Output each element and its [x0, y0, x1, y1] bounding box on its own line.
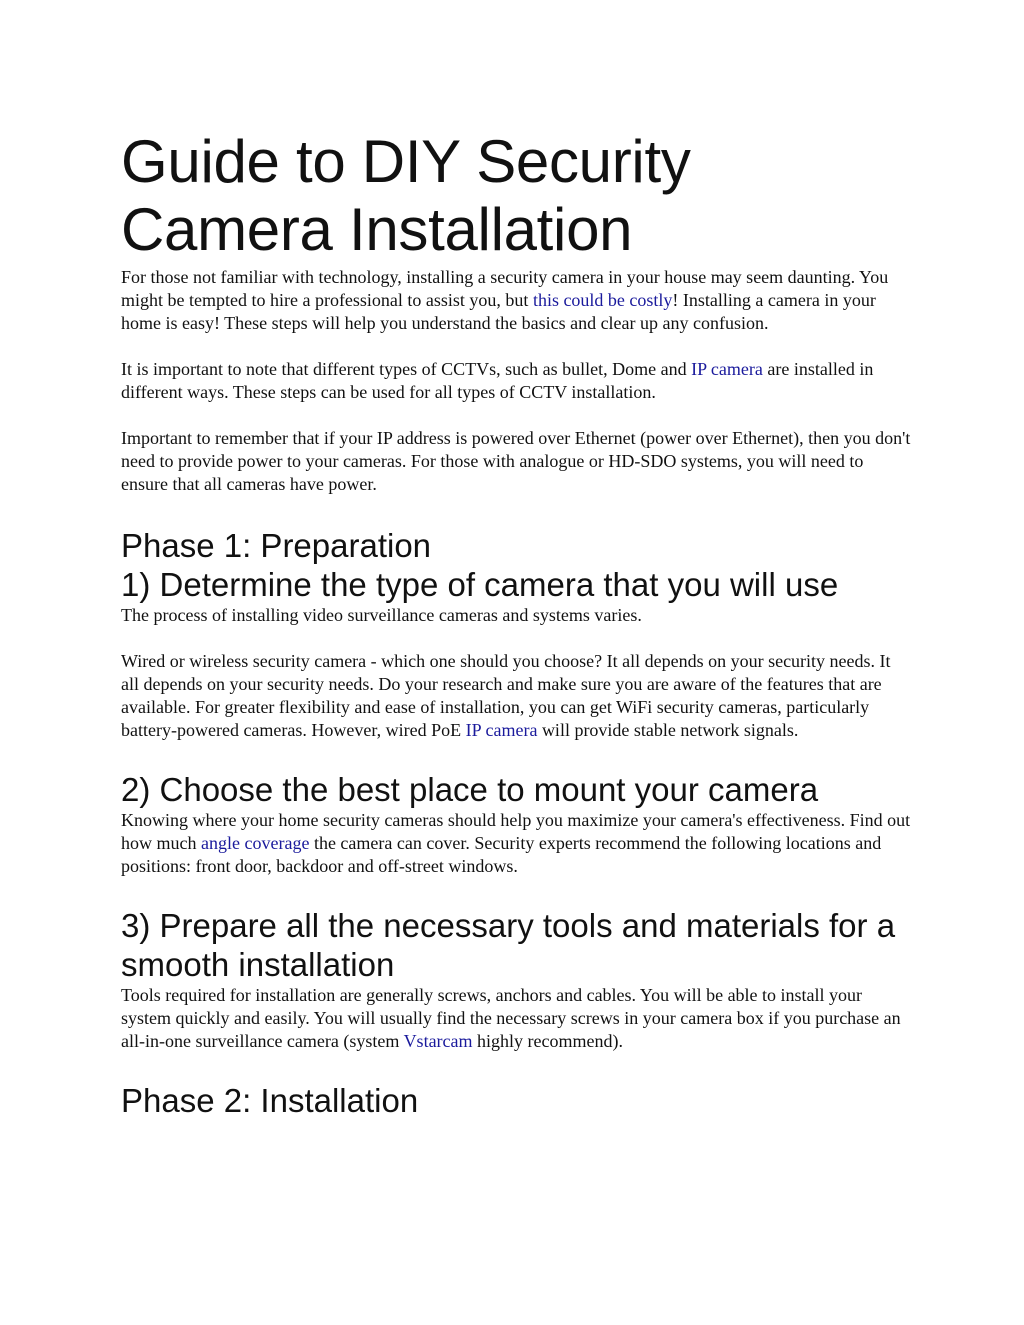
step-1-p2-text-before: Wired or wireless security camera - which one should you choose? It all depends on your security needs. It all depends on your security needs. Do your research and make sure you are aware of the features that are available. For greater flexibility and ease of installation, you can get WiFi security cameras, particularly battery-powered cameras. However, wired PoE — [121, 651, 891, 740]
this-could-be-costly-link[interactable]: this could be costly — [532, 290, 673, 310]
step-2-heading: 2) Choose the best place to mount your camera — [121, 771, 819, 808]
step-2-p1-text-after: the camera can cover. Security experts recommend the following locations and positions: front door, backdoor and off-street windows. — [121, 833, 882, 876]
step-3-p1-text-before: Tools required for installation are generally screws, anchors and cables. You will be able to install your system quickly and easily. You will usually find the necessary screws in your camera box if you purchase an all-in-one surveillance camera (system — [121, 985, 901, 1051]
document-page — [121, 128, 911, 1120]
vstarcam-link[interactable]: Vstarcam — [403, 1031, 473, 1051]
intro-p2-text-before: It is important to note that different types of CCTVs, such as bullet, Dome and — [121, 359, 692, 379]
step-1-paragraph-2 — [121, 650, 911, 742]
phase-1-heading: Phase 1: Preparation — [121, 527, 432, 564]
step-2-paragraph-1 — [121, 809, 911, 878]
step-1-paragraph-1: The process of installing video surveillance cameras and systems varies. — [121, 605, 642, 625]
step-3-paragraph-1 — [121, 984, 911, 1053]
intro-paragraph-1 — [121, 266, 911, 335]
ip-camera-link-2[interactable]: IP camera — [465, 720, 538, 740]
step-3-heading: 3) Prepare all the necessary tools and materials for a smooth installation — [121, 907, 896, 983]
intro-p1-text-after: ! Installing a camera in your home is easy! These steps will help you understand the basics and clear up any confusion. — [121, 290, 876, 333]
intro-p2-text-after: are installed in different ways. These steps can be used for all types of CCTV installation. — [121, 359, 874, 402]
page-title: Guide to DIY Security Camera Installation — [121, 128, 691, 263]
step-1-p2-text-after: will provide stable network signals. — [537, 720, 799, 740]
step-3-p1-text-after: highly recommend). — [472, 1031, 623, 1051]
angle-coverage-link[interactable]: angle coverage — [201, 833, 310, 853]
step-2-p1-text-before: Knowing where your home security cameras should help you maximize your camera's effectiveness. Find out how much — [121, 810, 911, 853]
intro-paragraph-3: Important to remember that if your IP address is powered over Ethernet (power over Ethernet), then you don't need to provide power to your cameras. For those with analogue or HD-SDO systems, you will need to ensure that all cameras have power. — [121, 428, 911, 494]
intro-paragraph-2 — [121, 358, 911, 404]
intro-p1-text-before: For those not familiar with technology, installing a security camera in your house may seem daunting. You might be tempted to hire a professional to assist you, but — [121, 267, 889, 310]
ip-camera-link[interactable]: IP camera — [691, 359, 763, 379]
step-1-heading: 1) Determine the type of camera that you will use — [121, 566, 839, 603]
phase-2-heading: Phase 2: Installation — [121, 1082, 419, 1119]
